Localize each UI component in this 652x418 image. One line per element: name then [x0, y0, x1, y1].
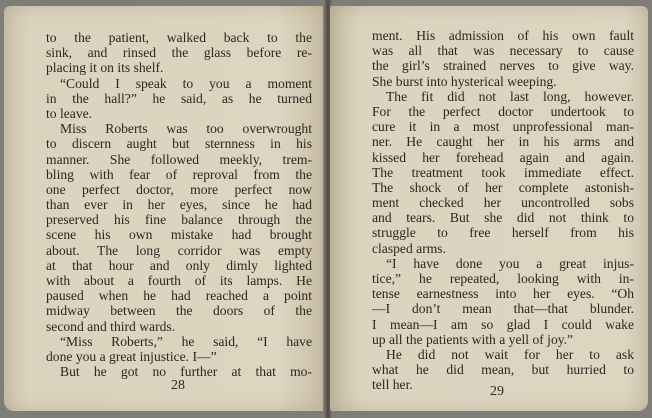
text-line: what he did mean, but hurried to [372, 362, 634, 378]
text-line: struggle to free herself from his [372, 225, 634, 241]
text-line: ner. He caught her in his arms and [372, 134, 634, 150]
text-line: “Could I speak to you a moment [60, 75, 312, 91]
text-line: sink, and rinsed the glass before re- [46, 45, 312, 61]
text-line: paused when he had reached a point [46, 288, 312, 304]
text-line: one perfect doctor, more perfect now [46, 181, 312, 197]
text-line: The fit did not last long, however. [386, 88, 634, 104]
text-line: For the perfect doctor undertook to [372, 103, 634, 119]
text-line: kissed her forehead again and again. [372, 149, 634, 165]
text-line: Miss Roberts was too overwrought [60, 121, 312, 137]
text-line: “I have done you a great injus- [386, 255, 634, 271]
text-line: ment checked her uncontrolled sobs [372, 195, 634, 211]
text-line: than ever in her eyes, since he had [46, 197, 312, 213]
text-line: tense earnestness into her eyes. “Oh [372, 286, 634, 302]
text-line: to discern aught but sternness in his [46, 136, 312, 152]
text-line: second and third wards. [46, 318, 176, 334]
text-line: about. The long corridor was empty [46, 242, 312, 258]
text-line: done you a great injustice. I—” [46, 348, 217, 364]
text-line: The treatment took immediate effect. [372, 164, 634, 180]
text-line: scene his own mistake had brought [46, 227, 312, 243]
text-line: at that hour and only dimly lighted [46, 257, 312, 273]
text-line: and tears. But she did not think to [372, 210, 634, 226]
text-line: midway between the doors of the [46, 303, 312, 319]
page-number: 29 [490, 384, 504, 399]
text-line: clasped arms. [372, 240, 446, 256]
text-line: up all the patients with a yell of joy.” [372, 331, 574, 347]
right-page-text [372, 28, 634, 393]
text-line: tice,” he repeated, looking with in- [372, 271, 634, 286]
page-number: 28 [171, 378, 185, 393]
text-line: —I don’t mean that—that blunder. [372, 301, 634, 317]
left-page [4, 6, 326, 411]
text-line: to the patient, walked back to the [46, 30, 312, 45]
text-line: But he got no further at that mo- [60, 364, 312, 380]
text-line: cure it in a most unprofessional man- [372, 119, 634, 135]
text-line: placing it on its shelf. [46, 60, 164, 76]
text-line: I mean—I am so glad I could wake [372, 316, 634, 332]
text-line: She burst into hysterical weeping. [372, 73, 557, 89]
text-line: to leave. [46, 105, 93, 121]
text-line: tell her. [372, 377, 413, 393]
text-line: ment. His admission of his own fault [372, 28, 634, 43]
text-line: with about a fourth of its lamps. He [46, 273, 312, 288]
text-line: manner. She followed meekly, trem- [46, 151, 312, 167]
text-line: The shock of her complete astonish- [372, 179, 634, 195]
text-line: He did not wait for her to ask [386, 346, 634, 362]
right-page [330, 6, 648, 411]
text-line: “Miss Roberts,” he said, “I have [60, 333, 312, 349]
text-line: preserved his fine balance through the [46, 212, 312, 228]
left-page-text [46, 30, 312, 379]
text-line: was all that was necessary to cause [372, 43, 634, 59]
text-line: bling with fear of reproval from the [46, 166, 312, 182]
text-line: the girl’s strained nerves to give way. [372, 58, 634, 74]
text-line: in the hall?” he said, as he turned [46, 90, 312, 106]
